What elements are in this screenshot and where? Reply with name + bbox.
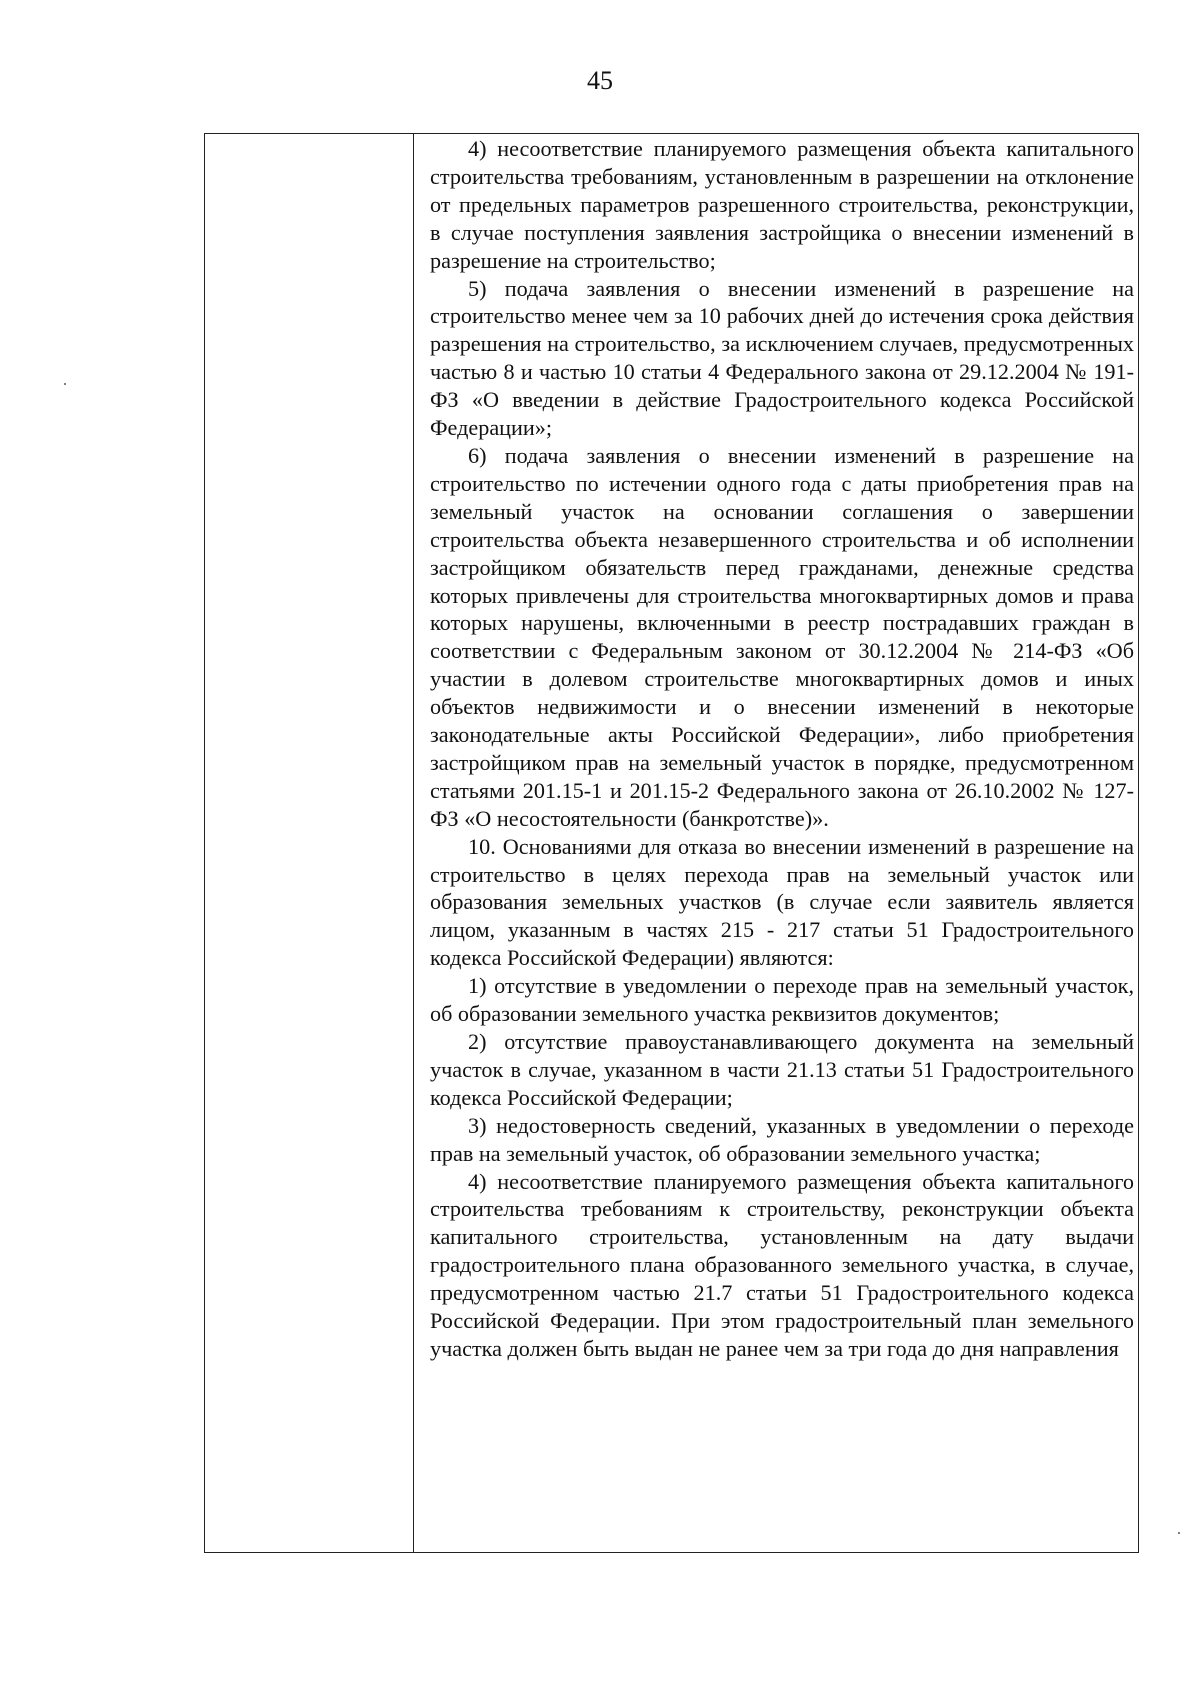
page-number: 45 <box>587 66 613 95</box>
paragraph-item-5-application-deadline: 5) подача заявления о внесении изменений в разрешение на строительство менее чем за 10 рабочих дней до истечения срока действия разрешения на строительство, за исключением случаев, предусмотренных частью 8 и частью 10 статьи 4 Федерального закона от 29.12.2004 № 191-ФЗ «О введении в действие Градостроительного кодекса Российской Федерации»; <box>430 275 1134 441</box>
scan-artifact-dot <box>64 383 66 385</box>
table-right-cell <box>414 134 1138 1552</box>
paragraph-item-4-requirements-mismatch: 4) несоответствие планируемого размещения объекта капитального строительства требованиям к строительству, реконструкции объекта капитального строительства, установленным на дату выдачи градостроительного плана образованного земельного участка, в случае, предусмотренном частью 21.7 статьи 51 Градостроительного кодекса Российской Федерации. При этом градостроительный план земельного участка должен быть выдан не ранее чем за три года до дня направления <box>430 1168 1134 1361</box>
document-table <box>204 133 1139 1553</box>
paragraph-item-2-missing-title-document: 2) отсутствие правоустанавливающего документа на земельный участок в случае, указанном в части 21.13 статьи 51 Градостроительного кодекса Российской Федерации; <box>430 1029 1134 1110</box>
paragraph-item-3-inaccurate-information: 3) недостоверность сведений, указанных в уведомлении о переходе прав на земельный участок, об образовании земельного участка; <box>430 1112 1134 1166</box>
paragraph-item-6-rights-acquisition: 6) подача заявления о внесении изменений в разрешение на строительство по истечении одного года с даты приобретения прав на земельный участок на основании соглашения о завершении строительства объекта незавершенного строительства и об исполнении застройщиком обязательств перед гражданами, денежные средства которых привлечены для строительства многоквартирных домов и права которых нарушены, включенными в реестр пострадавших граждан в соответствии с Федеральным законом от 30.12.2004 № 214-ФЗ «Об участии в долевом строительстве многоквартирных домов и иных объектов недвижимости и о внесении изменений в некоторые законодательные акты Российской Федерации», либо приобретения застройщиком прав на земельный участок в порядке, предусмотренном статьями 201.15-1 и 201.15-2 Федерального закона от 26.10.2002 № 127-ФЗ «О несостоятельности (банкротстве)». <box>430 442 1134 831</box>
paragraph-item-1-missing-details: 1) отсутствие в уведомлении о переходе прав на земельный участок, об образовании земельного участка реквизитов документов; <box>430 973 1134 1027</box>
scan-artifact-dot <box>1178 1532 1180 1534</box>
paragraph-item-4-planned-placement: 4) несоответствие планируемого размещения объекта капитального строительства требованиям, установленным в разрешении на отклонение от предельных параметров разрешенного строительства, реконструкции, в случае поступления заявления застройщика о внесении изменений в разрешение на строительство; <box>430 136 1134 273</box>
paragraph-clause-10-refusal-grounds: 10. Основаниями для отказа во внесении изменений в разрешение на строительство в целях перехода прав на земельный участок или образования земельных участков (в случае если заявитель является лицом, указанным в частях 215 - 217 статьи 51 Градостроительного кодекса Российской Федерации) являются: <box>430 833 1134 971</box>
table-left-cell <box>205 134 414 1552</box>
